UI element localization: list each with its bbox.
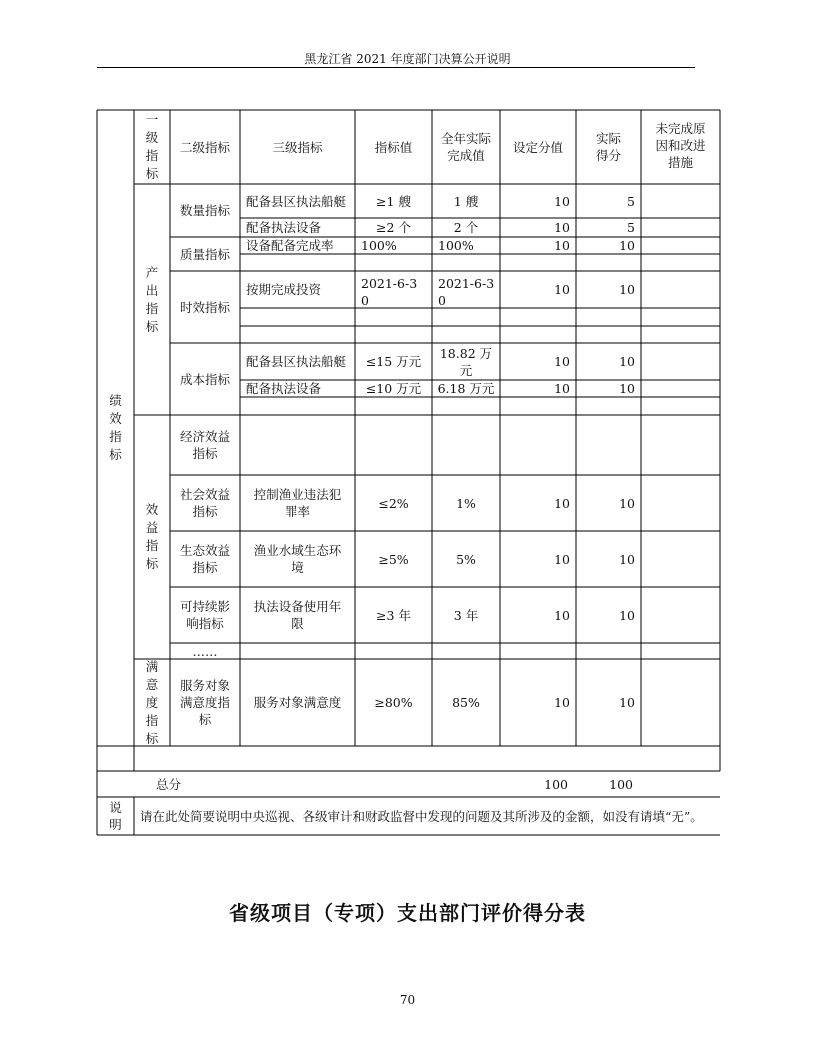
row-c1-set: 10 [554,354,570,369]
row-t1-actual: 2021-6-30 [438,276,495,308]
row-ql1-actual: 100% [438,238,474,253]
header-level1 [134,110,170,184]
row-sv1-set: 10 [554,695,570,710]
row-c2-set: 10 [554,381,570,396]
header-score-actual: 实际得分 [595,131,621,163]
satisfaction-indicator-text: 满意度指标 [145,659,159,746]
row-q2-set: 10 [554,220,570,235]
row-c1-name: 配备县区执法船艇 [246,354,347,369]
row-t1-name: 按期完成投资 [246,282,322,297]
row-su1-set: 10 [554,607,570,623]
row-t1-got: 10 [619,282,635,297]
group-timeliness: 时效指标 [179,299,230,315]
row-q1-name: 配备县区执法船艇 [246,193,347,209]
total-got: 100 [609,776,633,792]
row-q2-target: ≥2 个 [376,220,411,235]
row-c1-got: 10 [619,354,635,369]
row-c2-got: 10 [619,381,635,396]
row-s1-set: 10 [554,495,570,511]
group-quality: 质量指标 [179,246,230,262]
row-c2-name: 配备执法设备 [246,381,322,396]
benefit-indicator-text: 效益指标 [145,502,159,571]
row-q1-target: ≥1 艘 [376,193,411,209]
note-label: 说明 [109,800,122,832]
row-e1-actual: 5% [456,551,476,567]
group-service: 服务对象满意度指标 [179,678,230,727]
row-su1-target: ≥3 年 [376,607,411,623]
row-s1-name: 控制渔业违法犯罪率 [253,487,342,519]
section-title: 省级项目（专项）支出部门评价得分表 [229,901,586,925]
row-sv1-actual: 85% [452,695,480,710]
total-label: 总分 [156,776,182,792]
row-su1-name: 执法设备使用年限 [253,599,342,631]
header-level3: 三级指标 [272,139,323,155]
satisfaction-indicator-label [134,659,170,746]
row-su1-actual: 3 年 [453,607,479,623]
note-text: 请在此处简要说明中央巡视、各级审计和财政监督中发现的问题及其所涉及的金额，如没有请填“无”。 [140,808,703,824]
row-ql1-set: 10 [554,238,570,253]
row-q2-got: 5 [627,220,635,235]
row-t1-target: 2021-6-30 [361,276,418,308]
row-q1-actual: 1 艘 [453,193,479,209]
row-c2-actual: 6.18 万元 [437,381,495,396]
row-s1-got: 10 [619,495,635,511]
row-c2-target: ≤10 万元 [365,381,422,396]
group-ellipsis: …… [192,643,218,659]
group-social: 社会效益指标 [179,487,230,519]
row-sv1-got: 10 [619,695,635,710]
row-t1-set: 10 [554,282,570,297]
header-reason: 未完成原因和改进措施 [655,121,706,170]
header-actual: 全年实际完成值 [440,131,491,163]
row-s1-actual: 1% [456,495,476,511]
row-q1-set: 10 [554,193,570,209]
row-q2-actual: 2 个 [453,220,479,235]
header-score-set: 设定分值 [512,139,563,155]
header-level1-text: 一级指标 [145,112,159,181]
row-e1-name: 渔业水域生态环境 [253,543,342,575]
group-quantity: 数量指标 [179,203,230,218]
benefit-indicator-label [134,415,170,659]
row-e1-got: 10 [619,551,635,567]
group-ecological: 生态效益指标 [179,543,230,575]
row-sv1-name: 服务对象满意度 [253,695,342,710]
row-sv1-target: ≥80% [374,695,413,710]
row-c1-target: ≤15 万元 [365,354,422,369]
row-ql1-got: 10 [619,238,635,253]
page-number: 70 [399,993,416,1007]
group-sustainable: 可持续影响指标 [179,599,230,631]
row-c1-actual: 18.82 万元 [439,345,493,378]
perf-indicator-label [97,110,134,746]
row-s1-target: ≤2% [378,495,409,511]
group-cost: 成本指标 [179,371,230,387]
row-su1-got: 10 [619,607,635,623]
header-level2: 二级指标 [179,139,230,155]
row-e1-target: ≥5% [378,551,409,567]
row-ql1-name: 设备配备完成率 [246,238,334,253]
perf-indicator-text: 绩效指标 [109,393,122,462]
output-indicator-label [134,184,170,415]
total-set: 100 [544,776,568,792]
row-q1-got: 5 [627,193,635,209]
row-ql1-target: 100% [361,238,397,253]
group-economic: 经济效益指标 [179,429,230,461]
row-q2-name: 配备执法设备 [246,220,322,235]
row-e1-set: 10 [554,551,570,567]
page-header-title: 黑龙江省 2021 年度部门决算公开说明 [304,52,511,66]
header-target: 指标值 [374,139,413,155]
output-indicator-text: 产出指标 [145,264,159,334]
